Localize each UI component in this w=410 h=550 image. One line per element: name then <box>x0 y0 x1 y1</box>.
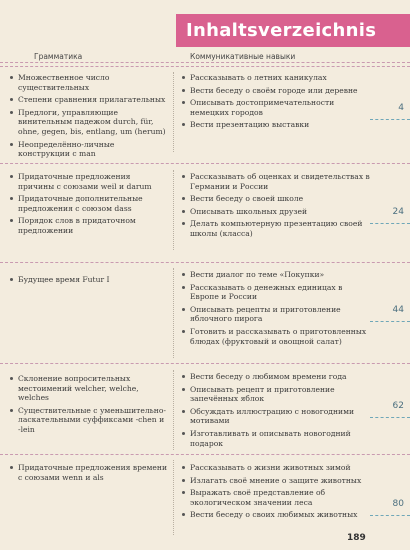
section-page-number[interactable]: 4 <box>370 103 410 117</box>
skills-item: Делать компьютерную презентацию своей школы (класса) <box>182 219 372 238</box>
bullet-icon <box>10 219 13 222</box>
grammar-item: Придаточные дополнительные предложения с союзом dass <box>10 194 168 213</box>
skills-item: Вести беседу о своём городе или деревне <box>182 86 372 96</box>
grammar-column-header: Грамматика <box>34 52 83 61</box>
bullet-icon <box>182 76 185 79</box>
section-page-number[interactable]: 44 <box>370 305 410 319</box>
grammar-item: Существительные с уменьшительно-ласкательными суффиксами -chen и -lein <box>10 406 168 435</box>
section-divider <box>0 363 410 364</box>
skills-item: Описывать достопримечательности немецких городов <box>182 98 372 117</box>
column-separator <box>173 170 174 250</box>
skills-item: Выражать своё представление об экологическом значении леса <box>182 488 372 507</box>
skills-item: Описывать рецепт и приготовление запечённых яблок <box>182 385 372 404</box>
bullet-icon <box>182 210 185 213</box>
bullet-icon <box>10 76 13 79</box>
grammar-list <box>10 172 168 239</box>
skills-item: Вести беседу о своих любимых животных <box>182 510 372 520</box>
grammar-item: Множественное число существительных <box>10 73 168 92</box>
section-divider <box>0 163 410 164</box>
bullet-icon <box>10 377 13 380</box>
skills-item: Рассказывать о денежных единицах в Европе и России <box>182 283 372 302</box>
skills-column-header: Коммуникативные навыки <box>190 52 296 61</box>
grammar-list <box>10 374 168 438</box>
bullet-icon <box>10 143 13 146</box>
skills-item: Вести беседу о своей школе <box>182 194 372 204</box>
bullet-icon <box>182 388 185 391</box>
bullet-icon <box>182 222 185 225</box>
page-number: 189 <box>347 533 366 543</box>
section-page-number[interactable]: 24 <box>370 207 410 221</box>
bullet-icon <box>10 98 13 101</box>
bullet-icon <box>10 175 13 178</box>
skills-item: Описывать школьных друзей <box>182 207 372 217</box>
grammar-list <box>10 275 168 288</box>
skills-list <box>182 172 372 242</box>
column-separator <box>173 72 174 152</box>
skills-item: Обсуждать иллюстрацию с новогодними мотивами <box>182 407 372 426</box>
bullet-icon <box>182 513 185 516</box>
page-title: Inhaltsverzeichnis <box>176 14 410 47</box>
bullet-icon <box>182 197 185 200</box>
grammar-item: Неопределённо-личные конструкции с man <box>10 140 168 159</box>
skills-item: Рассказывать об оценках и свидетельствах в Германии и России <box>182 172 372 191</box>
skills-item: Готовить и рассказывать о приготовленных блюдах (фруктовый и овощной салат) <box>182 327 372 346</box>
skills-item: Вести диалог по теме «Покупки» <box>182 270 372 280</box>
grammar-item: Придаточные предложения времени с союзами wenn и als <box>10 463 168 482</box>
skills-item: Описывать рецепты и приготовление яблочного пирога <box>182 305 372 324</box>
bullet-icon <box>182 273 185 276</box>
bullet-icon <box>182 89 185 92</box>
skills-item: Изготавливать и описывать новогодний подарок <box>182 429 372 448</box>
section-page-number[interactable]: 80 <box>370 499 410 513</box>
skills-item: Излагать своё мнение о защите животных <box>182 476 372 486</box>
skills-list <box>182 73 372 133</box>
grammar-item: Порядок слов в придаточном предложении <box>10 216 168 235</box>
bullet-icon <box>10 111 13 114</box>
bullet-icon <box>182 308 185 311</box>
skills-item: Вести презентацию выставки <box>182 120 372 130</box>
skills-item: Рассказывать о жизни животных зимой <box>182 463 372 473</box>
header-divider <box>0 62 410 63</box>
bullet-icon <box>182 286 185 289</box>
bullet-icon <box>182 410 185 413</box>
grammar-item: Склонение вопросительных местоимений welcher, welche, welches <box>10 374 168 403</box>
grammar-item: Придаточные предложения причины с союзами weil и darum <box>10 172 168 191</box>
grammar-item: Будущее время Futur I <box>10 275 168 285</box>
section-divider <box>0 262 410 263</box>
skills-list <box>182 270 372 349</box>
section-divider <box>0 66 410 67</box>
skills-item: Вести беседу о любимом времени года <box>182 372 372 382</box>
grammar-list <box>10 73 168 162</box>
bullet-icon <box>182 101 185 104</box>
bullet-icon <box>182 330 185 333</box>
skills-item: Рассказывать о летних каникулах <box>182 73 372 83</box>
skills-list <box>182 463 372 523</box>
bullet-icon <box>182 491 185 494</box>
grammar-item: Степени сравнения прилагательных <box>10 95 168 105</box>
column-separator <box>173 370 174 450</box>
bullet-icon <box>182 123 185 126</box>
bullet-icon <box>182 466 185 469</box>
section-page-number[interactable]: 62 <box>370 401 410 415</box>
bullet-icon <box>182 432 185 435</box>
grammar-list <box>10 463 168 485</box>
section-divider <box>0 454 410 455</box>
column-separator <box>173 268 174 358</box>
bullet-icon <box>10 197 13 200</box>
grammar-item: Предлоги, управляющие винительным падежом durch, für, ohne, gegen, bis, entlang, um (herum) <box>10 108 168 137</box>
column-separator <box>173 460 174 535</box>
bullet-icon <box>10 466 13 469</box>
bullet-icon <box>182 375 185 378</box>
bullet-icon <box>10 278 13 281</box>
bullet-icon <box>10 409 13 412</box>
bullet-icon <box>182 175 185 178</box>
bullet-icon <box>182 479 185 482</box>
skills-list <box>182 372 372 451</box>
